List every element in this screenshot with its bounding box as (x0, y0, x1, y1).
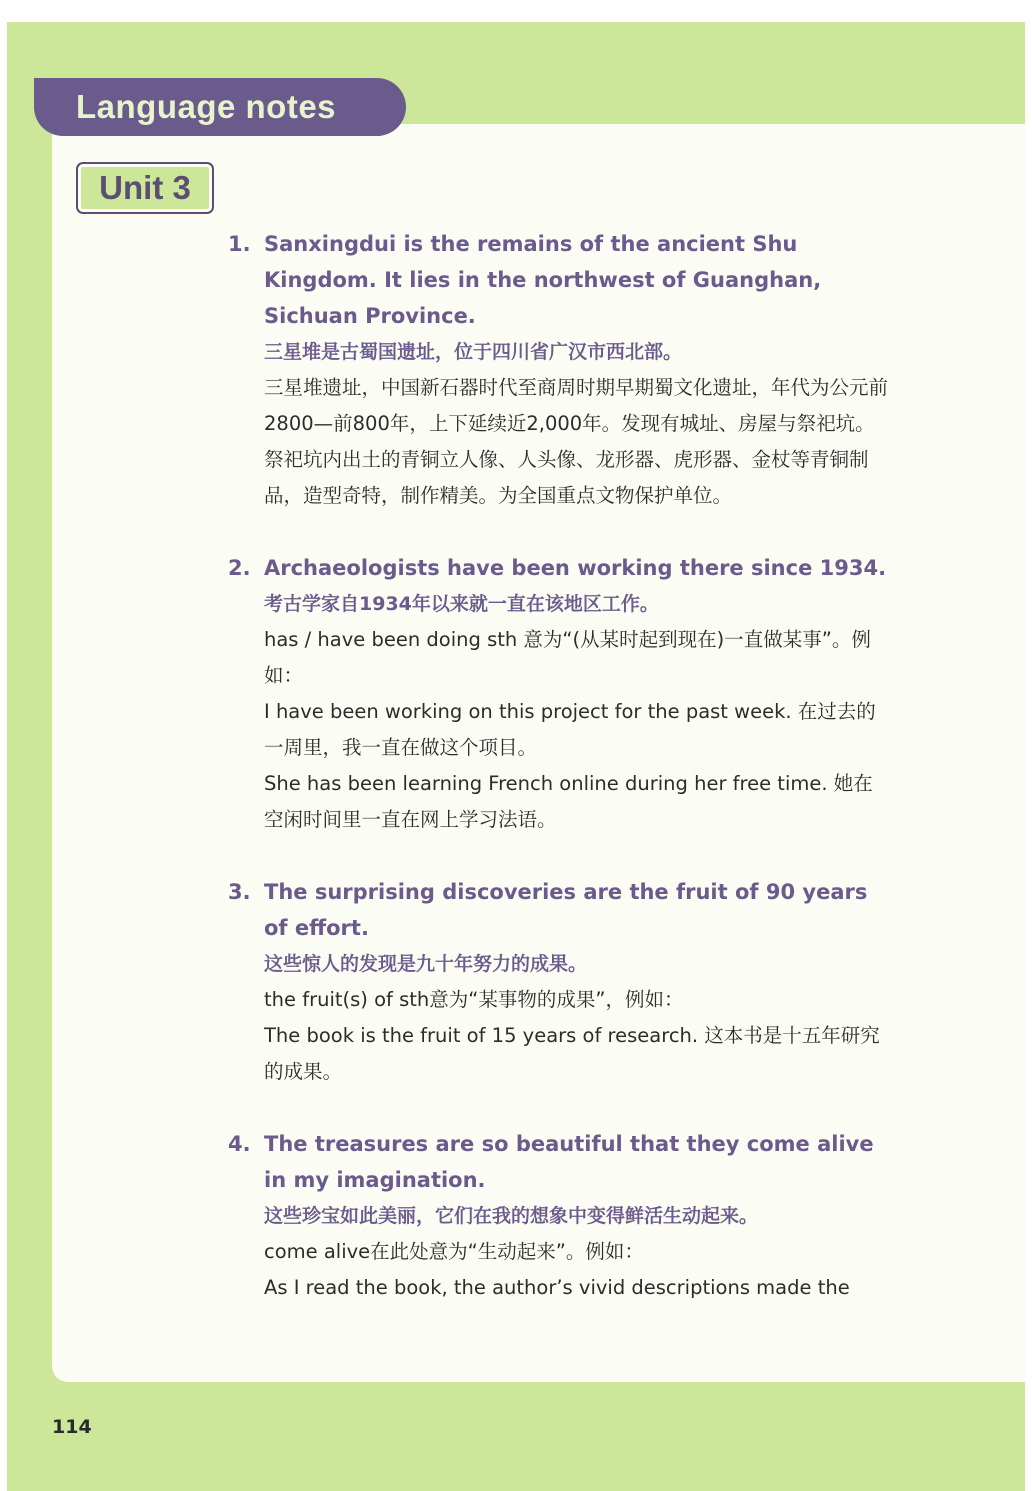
note-body (264, 874, 888, 1090)
note-english-heading: Sanxingdui is the remains of the ancient Shu Kingdom. It lies in the northwest of Guanghan, Sichuan Province. (264, 232, 822, 328)
note-chinese-heading: 考古学家自1934年以来就一直在该地区工作。 (264, 593, 659, 615)
note-body (264, 1126, 888, 1306)
page-number: 114 (52, 1416, 92, 1438)
note-english-heading: Archaeologists have been working there since 1934. (264, 556, 887, 580)
note-example: The book is the fruit of 15 years of research. 这本书是十五年研究的成果。 (264, 1024, 880, 1083)
note-item (228, 550, 888, 838)
section-banner: Language notes (34, 78, 406, 136)
note-english-heading: The surprising discoveries are the fruit of 90 years of effort. (264, 880, 868, 940)
unit-badge: Unit 3 (76, 162, 214, 214)
note-chinese-heading: 这些惊人的发现是九十年努力的成果。 (264, 953, 588, 975)
note-text: the fruit(s) of sth意为“某事物的成果”，例如： (264, 988, 684, 1011)
note-item (228, 226, 888, 514)
notes-list (228, 226, 888, 1306)
note-item (228, 874, 888, 1090)
note-number: 4. (228, 1132, 251, 1156)
note-number: 1. (228, 232, 251, 256)
note-text: has / have been doing sth 意为“(从某时起到现在)一直做某事”。例如： (264, 628, 871, 687)
note-chinese-heading: 三星堆是古蜀国遗址，位于四川省广汉市西北部。 (264, 341, 683, 363)
note-english-heading: The treasures are so beautiful that they come alive in my imagination. (264, 1132, 874, 1192)
note-number: 3. (228, 880, 251, 904)
note-text: come alive在此处意为“生动起来”。例如： (264, 1240, 644, 1263)
note-example: As I read the book, the author’s vivid descriptions made the (264, 1276, 850, 1299)
note-body (264, 226, 888, 514)
note-text: 三星堆遗址，中国新石器时代至商周时期早期蜀文化遗址，年代为公元前2800—前800年，上下延续近2,000年。发现有城址、房屋与祭祀坑。祭祀坑内出土的青铜立人像、人头像、龙形器、虎形器、金杖等青铜制品，造型奇特，制作精美。为全国重点文物保护单位。 (264, 376, 889, 507)
note-body (264, 550, 888, 838)
note-item (228, 1126, 888, 1306)
note-number: 2. (228, 556, 251, 580)
note-chinese-heading: 这些珍宝如此美丽，它们在我的想象中变得鲜活生动起来。 (264, 1205, 759, 1227)
note-example: I have been working on this project for the past week. 在过去的一周里，我一直在做这个项目。 (264, 700, 876, 759)
note-example: She has been learning French online during her free time. 她在空闲时间里一直在网上学习法语。 (264, 772, 873, 831)
